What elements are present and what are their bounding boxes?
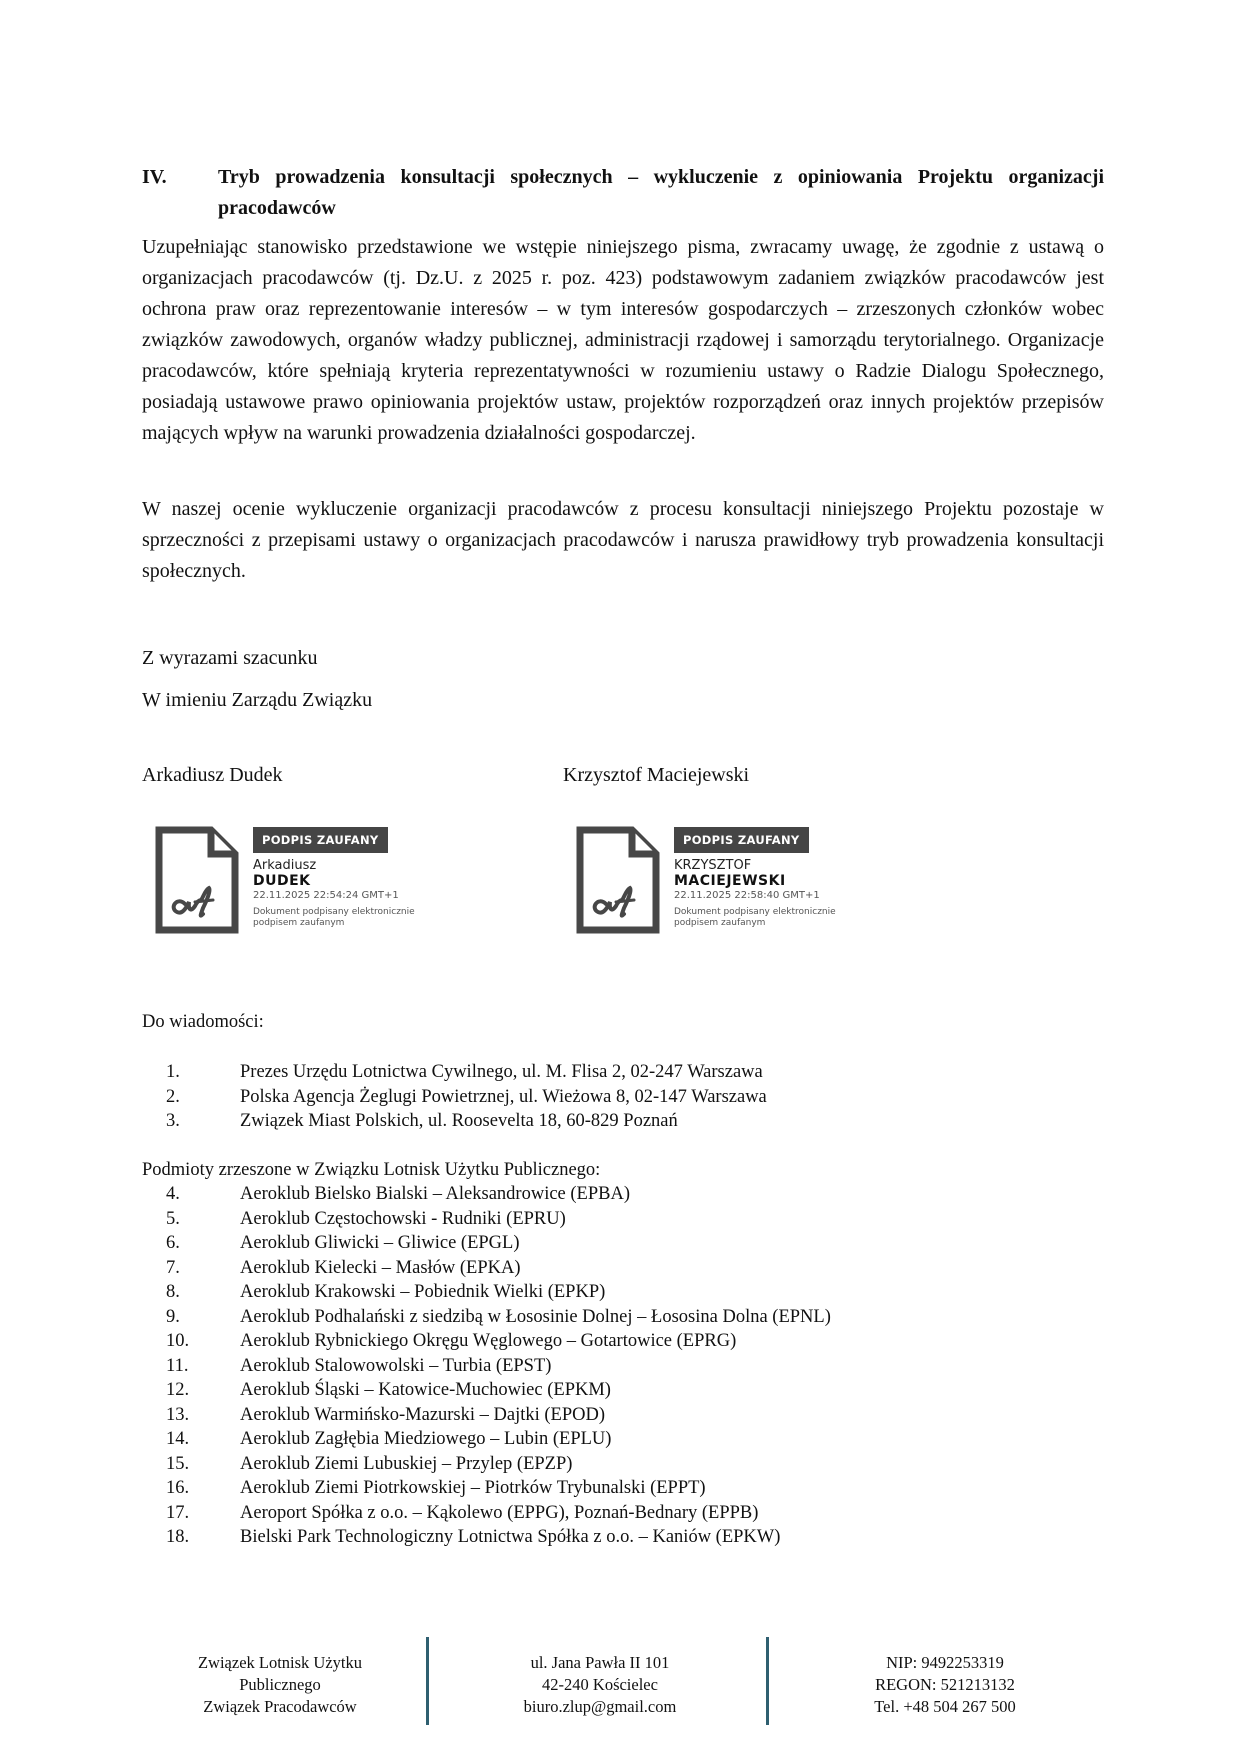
list-item [142, 1280, 1102, 1305]
item-number: 18. [166, 1527, 190, 1547]
signer-name-1: Arkadiusz Dudek [142, 764, 283, 786]
signature-note: Dokument podpisany elektronicznie podpisem zaufanym [253, 907, 415, 928]
closing-on-behalf: W imieniu Zarządu Związku [142, 689, 373, 711]
page-footer [150, 1637, 1100, 1727]
footer-line: Związek Pracodawców [203, 1697, 357, 1716]
item-text: Aeroklub Bielsko Bialski – Aleksandrowice (EPBA) [240, 1184, 630, 1204]
item-number: 6. [166, 1233, 180, 1253]
footer-email: biuro.zlup@gmail.com [523, 1697, 677, 1716]
trusted-signature-1 [155, 826, 445, 936]
signed-document-icon [155, 826, 239, 934]
item-text: Aeroklub Rybnickiego Okręgu Węglowego – Gotartowice (EPRG) [240, 1331, 737, 1351]
list-item [142, 1207, 1102, 1232]
section-heading [142, 162, 1104, 224]
members-label: Podmioty zrzeszone w Związku Lotnisk Użytku Publicznego: [142, 1160, 601, 1180]
item-number: 11. [166, 1355, 189, 1376]
signature-first-name: Arkadiusz [253, 858, 317, 873]
footer-divider [426, 1637, 429, 1725]
signature-last-name: MACIEJEWSKI [674, 873, 786, 889]
item-number: 14. [166, 1429, 190, 1449]
list-item [142, 1403, 1102, 1428]
item-number: 5. [166, 1208, 180, 1229]
list-item [142, 1378, 1102, 1403]
item-number: 10. [166, 1331, 190, 1351]
footer-line: 42-240 Kościelec [542, 1675, 658, 1694]
item-number: 9. [166, 1306, 180, 1327]
footer-line: Publicznego [239, 1675, 321, 1694]
members-list [142, 1182, 1102, 1550]
list-item [142, 1109, 1102, 1134]
item-text: Prezes Urzędu Lotnictwa Cywilnego, ul. M. Flisa 2, 02-247 Warszawa [240, 1062, 763, 1082]
item-number: 2. [166, 1086, 180, 1107]
list-item [142, 1354, 1102, 1379]
list-item [142, 1452, 1102, 1477]
item-text: Aeroklub Kielecki – Masłów (EPKA) [240, 1257, 521, 1278]
item-number: 12. [166, 1380, 190, 1400]
list-item [142, 1231, 1102, 1256]
trusted-signature-badge: PODPIS ZAUFANY [674, 827, 809, 853]
list-item [142, 1085, 1102, 1110]
footer-address [450, 1652, 750, 1718]
item-text: Związek Miast Polskich, ul. Roosevelta 18, 60-829 Poznań [240, 1111, 678, 1131]
item-text: Aeroklub Ziemi Piotrkowskiej – Piotrków Trybunalski (EPPT) [240, 1478, 706, 1498]
item-text: Aeroklub Śląski – Katowice-Muchowiec (EPKM) [240, 1380, 611, 1400]
signature-datetime: 22.11.2025 22:54:24 GMT+1 [253, 890, 399, 901]
list-item [142, 1525, 1102, 1550]
item-text: Aeroklub Stalowowolski – Turbia (EPST) [240, 1355, 552, 1376]
item-number: 3. [166, 1111, 180, 1131]
list-item [142, 1501, 1102, 1526]
signature-first-name: KRZYSZTOF [674, 858, 752, 873]
item-text: Aeroklub Warmińsko-Mazurski – Dajtki (EPOD) [240, 1404, 606, 1425]
footer-divider [766, 1637, 769, 1725]
footer-nip: NIP: 9492253319 [886, 1653, 1004, 1672]
item-text: Aeroklub Podhalański z siedzibą w Łososinie Dolnej – Łososina Dolna (EPNL) [240, 1306, 831, 1327]
paragraph-1: Uzupełniając stanowisko przedstawione we wstępie niniejszego pisma, zwracamy uwagę, że zgodnie z ustawą o organizacjach pracodawców (tj. Dz.U. z 2025 r. poz. 423) podstawowym zadaniem związków pracodawców jest ochrona praw oraz reprezentowanie interesów – w tym interesów gospodarczych – zrzeszonych członków wobec związków zawodowych, organów władzy publicznej, administracji rządowej i samorządu terytorialnego. Organizacje pracodawców, które spełniają kryteria reprezentatywności w rozumieniu ustawy o Radzie Dialogu Społecznego, posiadają ustawowe prawo opiniowania projektów ustaw, projektów rozporządzeń oraz innych projektów przepisów mających wpływ na warunki prowadzenia działalności gospodarczej. [142, 236, 1104, 444]
list-item [142, 1476, 1102, 1501]
item-number: 13. [166, 1404, 190, 1425]
signature-datetime: 22.11.2025 22:58:40 GMT+1 [674, 890, 820, 901]
item-number: 4. [166, 1184, 180, 1204]
signature-note: Dokument podpisany elektronicznie podpisem zaufanym [674, 907, 836, 928]
item-number: 8. [166, 1282, 180, 1302]
section-number: IV. [142, 166, 167, 188]
footer-organization [150, 1652, 410, 1718]
item-number: 7. [166, 1257, 180, 1278]
footer-registration [790, 1652, 1100, 1718]
item-text: Aeroklub Ziemi Lubuskiej – Przylep (EPZP) [240, 1453, 573, 1474]
signed-document-icon [576, 826, 660, 934]
item-number: 17. [166, 1502, 190, 1523]
footer-phone: Tel. +48 504 267 500 [874, 1697, 1016, 1716]
footer-line: Związek Lotnisk Użytku [197, 1653, 363, 1672]
list-item [142, 1305, 1102, 1330]
item-text: Bielski Park Technologiczny Lotnictwa Spółka z o.o. – Kaniów (EPKW) [240, 1527, 781, 1547]
item-text: Aeroport Spółka z o.o. – Kąkolewo (EPPG), Poznań-Bednary (EPPB) [240, 1502, 759, 1523]
item-text: Aeroklub Częstochowski - Rudniki (EPRU) [240, 1208, 566, 1229]
signer-name-2: Krzysztof Maciejewski [563, 764, 750, 786]
signature-last-name: DUDEK [253, 873, 311, 889]
trusted-signature-badge: PODPIS ZAUFANY [253, 827, 388, 853]
list-item [142, 1427, 1102, 1452]
trusted-signature-2 [576, 826, 866, 936]
item-text: Aeroklub Krakowski – Pobiednik Wielki (EPKP) [240, 1282, 606, 1302]
item-text: Polska Agencja Żeglugi Powietrznej, ul. Wieżowa 8, 02-147 Warszawa [240, 1086, 767, 1107]
item-number: 16. [166, 1478, 190, 1498]
item-number: 15. [166, 1453, 190, 1474]
item-text: Aeroklub Gliwicki – Gliwice (EPGL) [240, 1233, 520, 1253]
recipients-label: Do wiadomości: [142, 1012, 264, 1032]
list-item [142, 1060, 1102, 1085]
recipients-list [142, 1060, 1102, 1134]
list-item [142, 1256, 1102, 1281]
item-text: Aeroklub Zagłębia Miedziowego – Lubin (EPLU) [240, 1429, 612, 1449]
paragraph-2: W naszej ocenie wykluczenie organizacji pracodawców z procesu konsultacji niniejszego Projektu pozostaje w sprzeczności z przepisami ustawy o organizacjach pracodawców i narusza prawidłowy tryb prowadzenia konsultacji społecznych. [142, 498, 1104, 582]
list-item [142, 1182, 1102, 1207]
footer-line: ul. Jana Pawła II 101 [530, 1653, 670, 1672]
closing-regards: Z wyrazami szacunku [142, 647, 318, 669]
item-number: 1. [166, 1062, 180, 1082]
footer-regon: REGON: 521213132 [875, 1675, 1015, 1694]
list-item [142, 1329, 1102, 1354]
section-title: Tryb prowadzenia konsultacji społecznych – wykluczenie z opiniowania Projektu organizacji pracodawców [218, 166, 1104, 219]
